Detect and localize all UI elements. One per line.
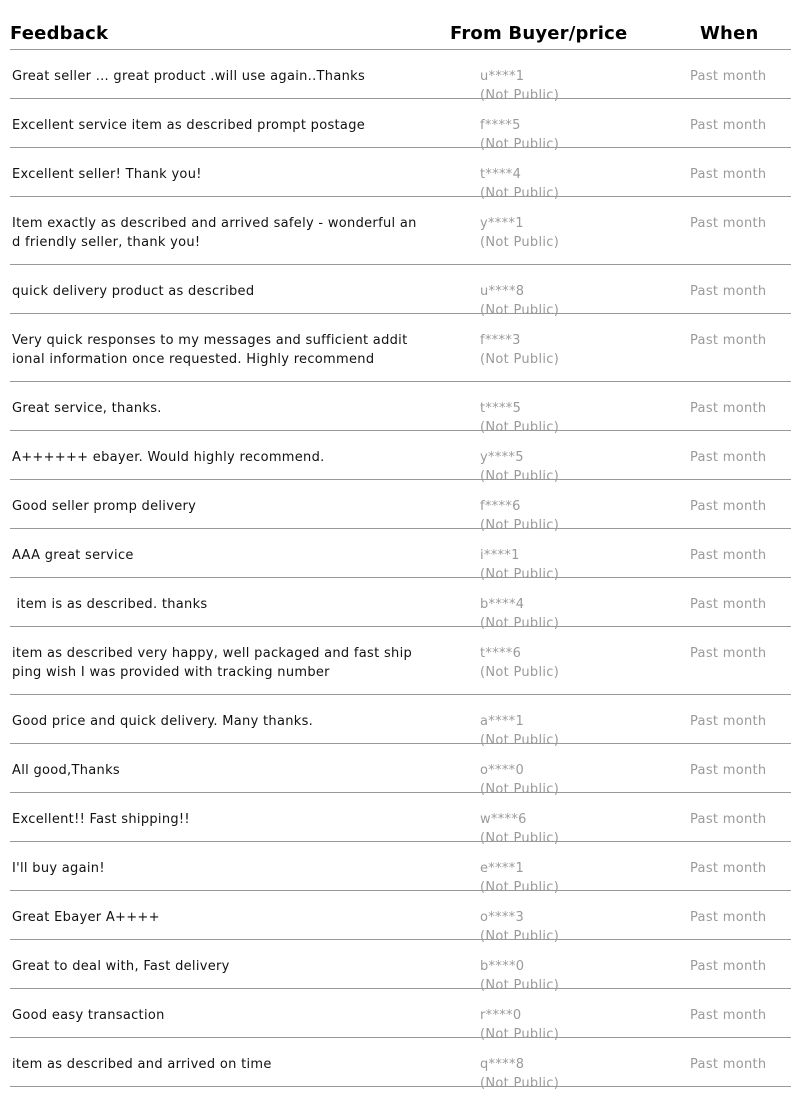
feedback-time: Past month <box>690 910 767 925</box>
buyer-id: o****3 <box>480 910 525 925</box>
feedback-time: Past month <box>690 450 767 465</box>
feedback-time: Past month <box>690 812 767 827</box>
feedback-row <box>10 197 791 265</box>
buyer-privacy-note: (Not Public) <box>480 420 560 435</box>
feedback-comment: Item exactly as described and arrived safely - wonderful an d friendly seller, thank you! <box>12 216 417 250</box>
feedback-row <box>10 989 791 1042</box>
buyer-privacy-note: (Not Public) <box>480 518 560 533</box>
buyer-privacy-note: (Not Public) <box>480 616 560 631</box>
feedback-row <box>10 793 791 846</box>
buyer-id: i****1 <box>480 548 520 563</box>
feedback-comment: Great service, thanks. <box>12 401 162 416</box>
buyer-id: o****0 <box>480 763 525 778</box>
buyer-id: w****6 <box>480 812 527 827</box>
buyer-id: u****1 <box>480 69 525 84</box>
feedback-row <box>10 314 791 382</box>
feedback-time: Past month <box>690 861 767 876</box>
buyer-id: t****6 <box>480 646 522 661</box>
buyer-privacy-note: (Not Public) <box>480 1076 560 1091</box>
feedback-comment: I'll buy again! <box>12 861 105 876</box>
feedback-row <box>10 842 791 895</box>
buyer-privacy-note: (Not Public) <box>480 1027 560 1042</box>
feedback-row <box>10 50 791 103</box>
feedback-column-header: Feedback <box>10 23 109 44</box>
feedback-comment: AAA great service <box>12 548 134 563</box>
feedback-comment: Good price and quick delivery. Many thanks. <box>12 714 314 729</box>
feedback-time: Past month <box>690 763 767 778</box>
buyer-id: f****6 <box>480 499 521 514</box>
buyer-id: u****8 <box>480 284 525 299</box>
buyer-privacy-note: (Not Public) <box>480 665 560 680</box>
buyer-id: t****5 <box>480 401 522 416</box>
feedback-comment: Excellent service item as described prompt postage <box>12 118 366 133</box>
feedback-comment: item is as described. thanks <box>12 597 208 612</box>
buyer-id: q****8 <box>480 1057 525 1072</box>
feedback-comment: Excellent seller! Thank you! <box>12 167 202 182</box>
feedback-row <box>10 627 791 695</box>
feedback-row <box>10 529 791 582</box>
feedback-comment: Excellent!! Fast shipping!! <box>12 812 190 827</box>
feedback-comment: Great Ebayer A++++ <box>12 910 160 925</box>
feedback-row <box>10 1038 791 1091</box>
feedback-time: Past month <box>690 167 767 182</box>
feedback-comment: All good,Thanks <box>12 763 120 778</box>
buyer-id: y****1 <box>480 216 524 231</box>
feedback-comment: Good easy transaction <box>12 1008 165 1023</box>
feedback-row <box>10 578 791 631</box>
feedback-time: Past month <box>690 714 767 729</box>
feedback-comment: item as described very happy, well packaged and fast ship ping wish I was provided with tracking number <box>12 646 413 680</box>
buyer-privacy-note: (Not Public) <box>480 137 560 152</box>
buyer-privacy-note: (Not Public) <box>480 88 560 103</box>
feedback-comment: Very quick responses to my messages and sufficient addit ional information once requested. Highly recommend <box>12 333 408 367</box>
feedback-time: Past month <box>690 333 767 348</box>
buyer-info <box>480 214 559 252</box>
feedback-time: Past month <box>690 284 767 299</box>
buyer-id: f****3 <box>480 333 521 348</box>
buyer-id: e****1 <box>480 861 525 876</box>
feedback-comment: A++++++ ebayer. Would highly recommend. <box>12 450 325 465</box>
buyer-privacy-note: (Not Public) <box>480 733 560 748</box>
buyer-privacy-note: (Not Public) <box>480 567 560 582</box>
feedback-time: Past month <box>690 401 767 416</box>
feedback-time: Past month <box>690 597 767 612</box>
buyer-privacy-note: (Not Public) <box>480 303 560 318</box>
buyer-info <box>480 331 559 369</box>
when-column-header: When <box>700 23 759 44</box>
buyer-id: b****4 <box>480 597 525 612</box>
feedback-comment: Great seller ... great product .will use again..Thanks <box>12 69 366 84</box>
feedback-list <box>10 50 791 1091</box>
feedback-comment: quick delivery product as described <box>12 284 255 299</box>
feedback-time: Past month <box>690 499 767 514</box>
buyer-privacy-note: (Not Public) <box>480 782 560 797</box>
buyer-info <box>480 1055 559 1093</box>
buyer-privacy-note: (Not Public) <box>480 469 560 484</box>
feedback-time: Past month <box>690 548 767 563</box>
buyer-info <box>480 644 559 682</box>
feedback-row <box>10 480 791 533</box>
feedback-comment: Great to deal with, Fast delivery <box>12 959 230 974</box>
feedback-row <box>10 891 791 944</box>
feedback-row <box>10 265 791 318</box>
feedback-time: Past month <box>690 959 767 974</box>
buyer-privacy-note: (Not Public) <box>480 880 560 895</box>
buyer-privacy-note: (Not Public) <box>480 235 560 250</box>
feedback-row <box>10 382 791 435</box>
feedback-row <box>10 695 791 748</box>
feedback-row <box>10 744 791 797</box>
feedback-time: Past month <box>690 646 767 661</box>
feedback-time: Past month <box>690 118 767 133</box>
feedback-time: Past month <box>690 1008 767 1023</box>
from-buyer-price-column-header: From Buyer/price <box>450 23 628 44</box>
feedback-row <box>10 148 791 201</box>
feedback-row <box>10 940 791 993</box>
feedback-comment: item as described and arrived on time <box>12 1057 272 1072</box>
buyer-id: a****1 <box>480 714 525 729</box>
feedback-time: Past month <box>690 69 767 84</box>
buyer-id: f****5 <box>480 118 521 133</box>
buyer-privacy-note: (Not Public) <box>480 978 560 993</box>
buyer-id: r****0 <box>480 1008 522 1023</box>
buyer-id: t****4 <box>480 167 522 182</box>
buyer-privacy-note: (Not Public) <box>480 186 560 201</box>
buyer-id: b****0 <box>480 959 525 974</box>
table-header <box>10 0 791 50</box>
feedback-row <box>10 431 791 484</box>
feedback-time: Past month <box>690 1057 767 1072</box>
feedback-comment: Good seller promp delivery <box>12 499 197 514</box>
feedback-row <box>10 99 791 152</box>
feedback-time: Past month <box>690 216 767 231</box>
buyer-privacy-note: (Not Public) <box>480 352 560 367</box>
buyer-privacy-note: (Not Public) <box>480 831 560 846</box>
buyer-id: y****5 <box>480 450 524 465</box>
buyer-privacy-note: (Not Public) <box>480 929 560 944</box>
